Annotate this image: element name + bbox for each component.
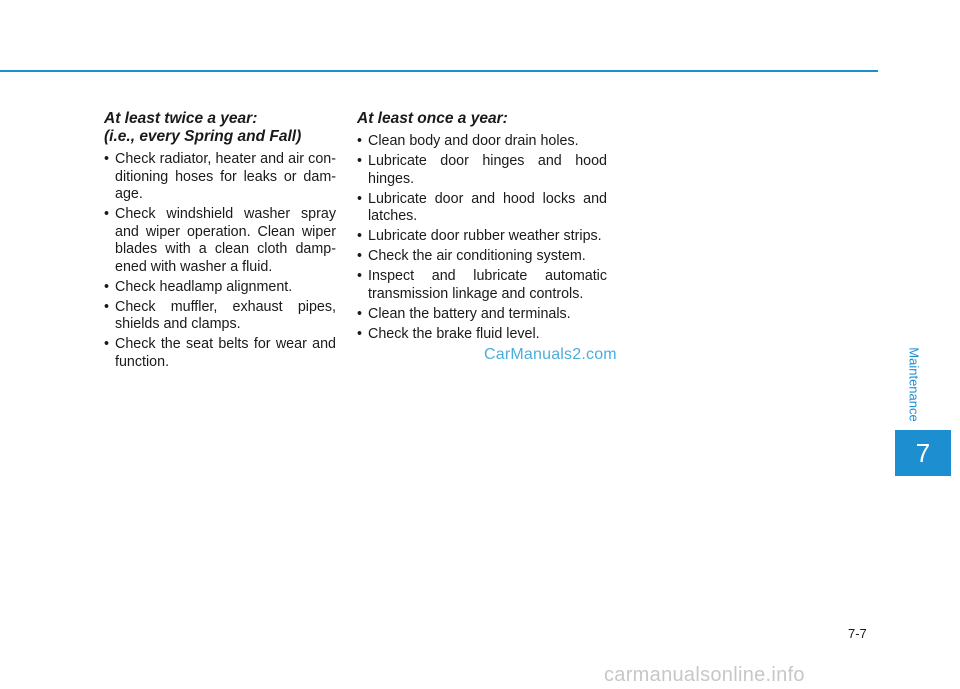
watermark-link[interactable]: CarManuals2.com — [484, 346, 617, 363]
list-item: • Check headlamp alignment. — [104, 279, 336, 297]
footer-watermark: carmanualsonline.info — [604, 664, 805, 686]
list-item: • Clean the battery and terminals. — [357, 306, 607, 324]
list-item: • Check muffler, exhaust pipes, shields and clamps. — [104, 299, 336, 334]
list-item: • Check the air conditioning system. — [357, 248, 607, 266]
list-item: • Check the seat belts for wear and function. — [104, 336, 336, 371]
twice-a-year-heading — [104, 110, 336, 146]
list-item: • Lubricate door hinges and hood hinges. — [357, 153, 607, 188]
chapter-tab: 7 — [895, 430, 951, 476]
chapter-side-label — [904, 343, 924, 425]
header-rule — [0, 70, 878, 72]
heading-line: At least once a year: — [357, 110, 508, 127]
heading-line: (i.e., every Spring and Fall) — [104, 128, 302, 145]
page-number: 7-7 — [848, 626, 867, 641]
once-a-year-list — [357, 133, 607, 343]
list-item: • Check windshield washer spray and wiper operation. Clean wiper blades with a clean cloth damp-ened with washer a fluid. — [104, 206, 336, 276]
list-item: • Lubricate door rubber weather strips. — [357, 228, 607, 246]
heading-line: At least twice a year: — [104, 110, 258, 127]
list-item: • Lubricate door and hood locks and latches. — [357, 191, 607, 226]
right-column — [357, 110, 607, 346]
list-item: • Inspect and lubricate automatic transmission linkage and controls. — [357, 268, 607, 303]
once-a-year-heading — [357, 110, 607, 128]
list-item: • Check the brake fluid level. — [357, 326, 607, 344]
list-item: • Check radiator, heater and air con-ditioning hoses for leaks or dam-age. — [104, 151, 336, 204]
twice-a-year-list — [104, 151, 336, 371]
left-column — [104, 110, 336, 374]
chapter-title: Maintenance — [906, 346, 922, 422]
list-item: • Clean body and door drain holes. — [357, 133, 607, 151]
